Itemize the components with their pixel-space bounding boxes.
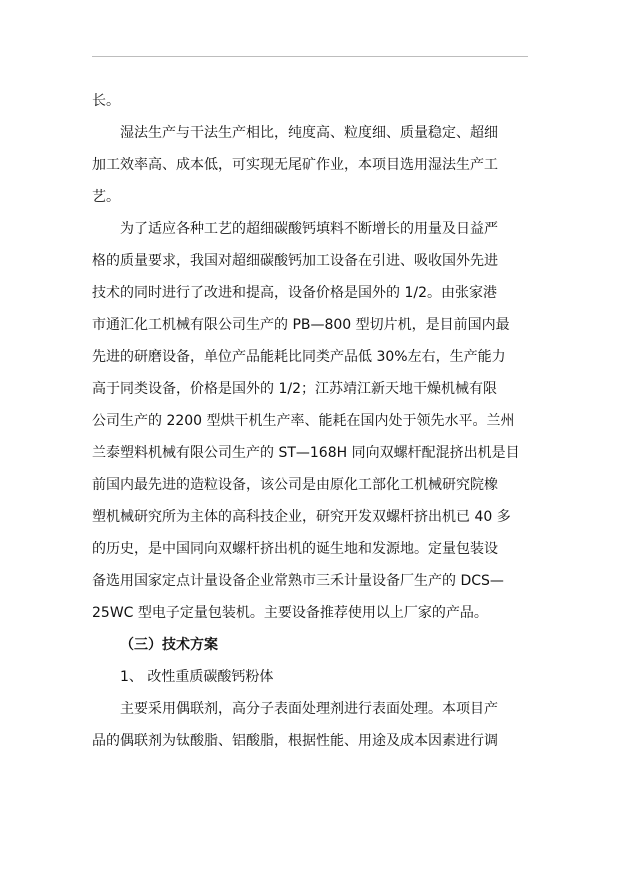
text-line: 品的偶联剂为钛酸脂、铝酸脂，根据性能、用途及成本因素进行调: [92, 733, 498, 749]
header-rule: [92, 56, 528, 57]
text-line: 备选用国家定点计量设备企业常熟市三禾计量设备厂生产的 DCS—: [92, 573, 504, 589]
text-line: 格的质量要求，我国对超细碳酸钙加工设备在引进、吸收国外先进: [92, 253, 498, 269]
section-heading: （三）技术方案: [120, 637, 218, 653]
text-line: 湿法生产与干法生产相比，纯度高、粒度细、质量稳定、超细: [120, 125, 498, 141]
text-line: 市通汇化工机械有限公司生产的 PB—800 型切片机，是目前国内最: [92, 317, 510, 333]
text-line: 长。: [92, 93, 120, 109]
subsection-heading: 1、 改性重质碳酸钙粉体: [120, 669, 274, 685]
text-line: 主要采用偶联剂，高分子表面处理剂进行表面处理。本项目产: [120, 701, 498, 717]
text-line: 公司生产的 2200 型烘干机生产率、能耗在国内处于领先水平。兰州: [92, 413, 515, 429]
text-line: 加工效率高、成本低，可实现无尾矿作业，本项目选用湿法生产工: [92, 157, 498, 173]
text-line: 的历史，是中国同向双螺杆挤出机的诞生地和发源地。定量包装设: [92, 541, 498, 557]
text-line: 为了适应各种工艺的超细碳酸钙填料不断增长的用量及日益严: [120, 221, 498, 237]
text-line: 兰泰塑料机械有限公司生产的 ST—168H 同向双螺杆配混挤出机是目: [92, 445, 520, 461]
text-line: 艺。: [92, 189, 120, 205]
text-line: 技术的同时进行了改进和提高，设备价格是国外的 1/2。由张家港: [92, 285, 497, 301]
text-line: 25WC 型电子定量包装机。主要设备推荐使用以上厂家的产品。: [92, 605, 488, 621]
text-line: 先进的研磨设备，单位产品能耗比同类产品低 30%左右，生产能力: [92, 349, 506, 365]
text-line: 高于同类设备，价格是国外的 1/2；江苏靖江新天地干燥机械有限: [92, 381, 497, 397]
text-line: 前国内最先进的造粒设备，该公司是由原化工部化工机械研究院橡: [92, 477, 498, 493]
text-line: 塑机械研究所为主体的高科技企业，研究开发双螺杆挤出机已 40 多: [92, 509, 511, 525]
